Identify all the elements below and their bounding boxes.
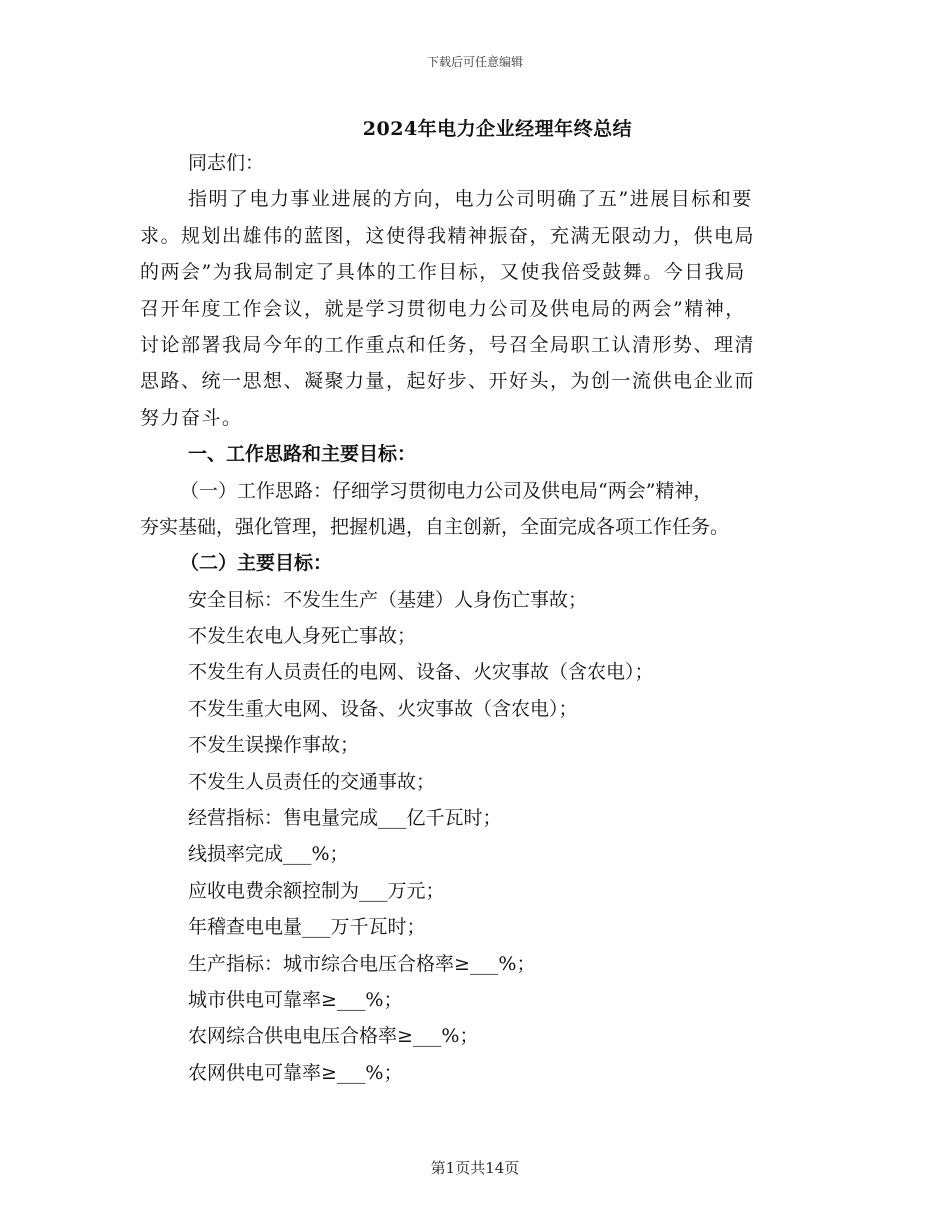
paragraph-line: （一）工作思路：仔细学习贯彻电力公司及供电局“两会”精神， <box>180 479 713 502</box>
list-item: 农网综合供电电压合格率≥___%； <box>188 1025 479 1048</box>
list-item: 不发生人员责任的交通事故； <box>188 770 436 793</box>
paragraph-line: 的两会”为我局制定了具体的工作目标，又使我倍受鼓舞。今日我局 <box>140 261 746 284</box>
document-title: 2024年电力企业经理年终总结 <box>362 118 633 140</box>
list-item: 不发生农电人身死亡事故； <box>188 625 417 648</box>
list-item: 农网供电可靠率≥___%； <box>188 1061 403 1084</box>
paragraph-line: 求。规划出雄伟的蓝图，这使得我精神振奋，充满无限动力，供电局 <box>140 224 756 247</box>
list-item: 年稽查电电量___万千瓦时； <box>188 916 426 939</box>
list-item: 城市供电可靠率≥___%； <box>188 988 403 1011</box>
list-item: 经营指标：售电量完成___亿千瓦时； <box>188 807 502 830</box>
subsection-heading: （二）主要目标： <box>180 552 333 575</box>
page-number-footer: 第1页共14页 <box>430 1159 520 1177</box>
paragraph-line: 指明了电力事业进展的方向，电力公司明确了五”进展目标和要 <box>188 188 753 211</box>
list-item: 安全目标：不发生生产（基建）人身伤亡事故； <box>188 588 588 611</box>
list-item: 生产指标：城市综合电压合格率≥___%； <box>188 952 536 975</box>
paragraph-line: 努力奋斗。 <box>140 406 243 429</box>
salutation: 同志们： <box>188 152 265 174</box>
header-note: 下载后可任意编辑 <box>426 55 523 69</box>
list-item: 不发生重大电网、设备、火灾事故（含农电）； <box>188 697 578 720</box>
paragraph-line: 思路、统一思想、凝聚力量，起好步、开好头，为创一流供电企业而 <box>140 370 756 393</box>
document-body <box>140 145 808 1091</box>
paragraph-line: 召开年度工作会议，就是学习贯彻电力公司及供电局的两会”精神， <box>140 297 746 320</box>
paragraph-line: 夯实基础，强化管理，把握机遇，自主创新，全面完成各项工作任务。 <box>140 515 730 538</box>
section-heading: 一、工作思路和主要目标： <box>188 443 417 466</box>
list-item: 不发生有人员责任的电网、设备、火灾事故（含农电）； <box>188 661 654 684</box>
list-item: 不发生误操作事故； <box>188 734 360 757</box>
list-item: 线损率完成___%； <box>188 843 349 866</box>
paragraph-line: 讨论部署我局今年的工作重点和任务，号召全局职工认清形势、理清 <box>140 333 756 356</box>
list-item: 应收电费余额控制为___万元； <box>188 879 445 902</box>
